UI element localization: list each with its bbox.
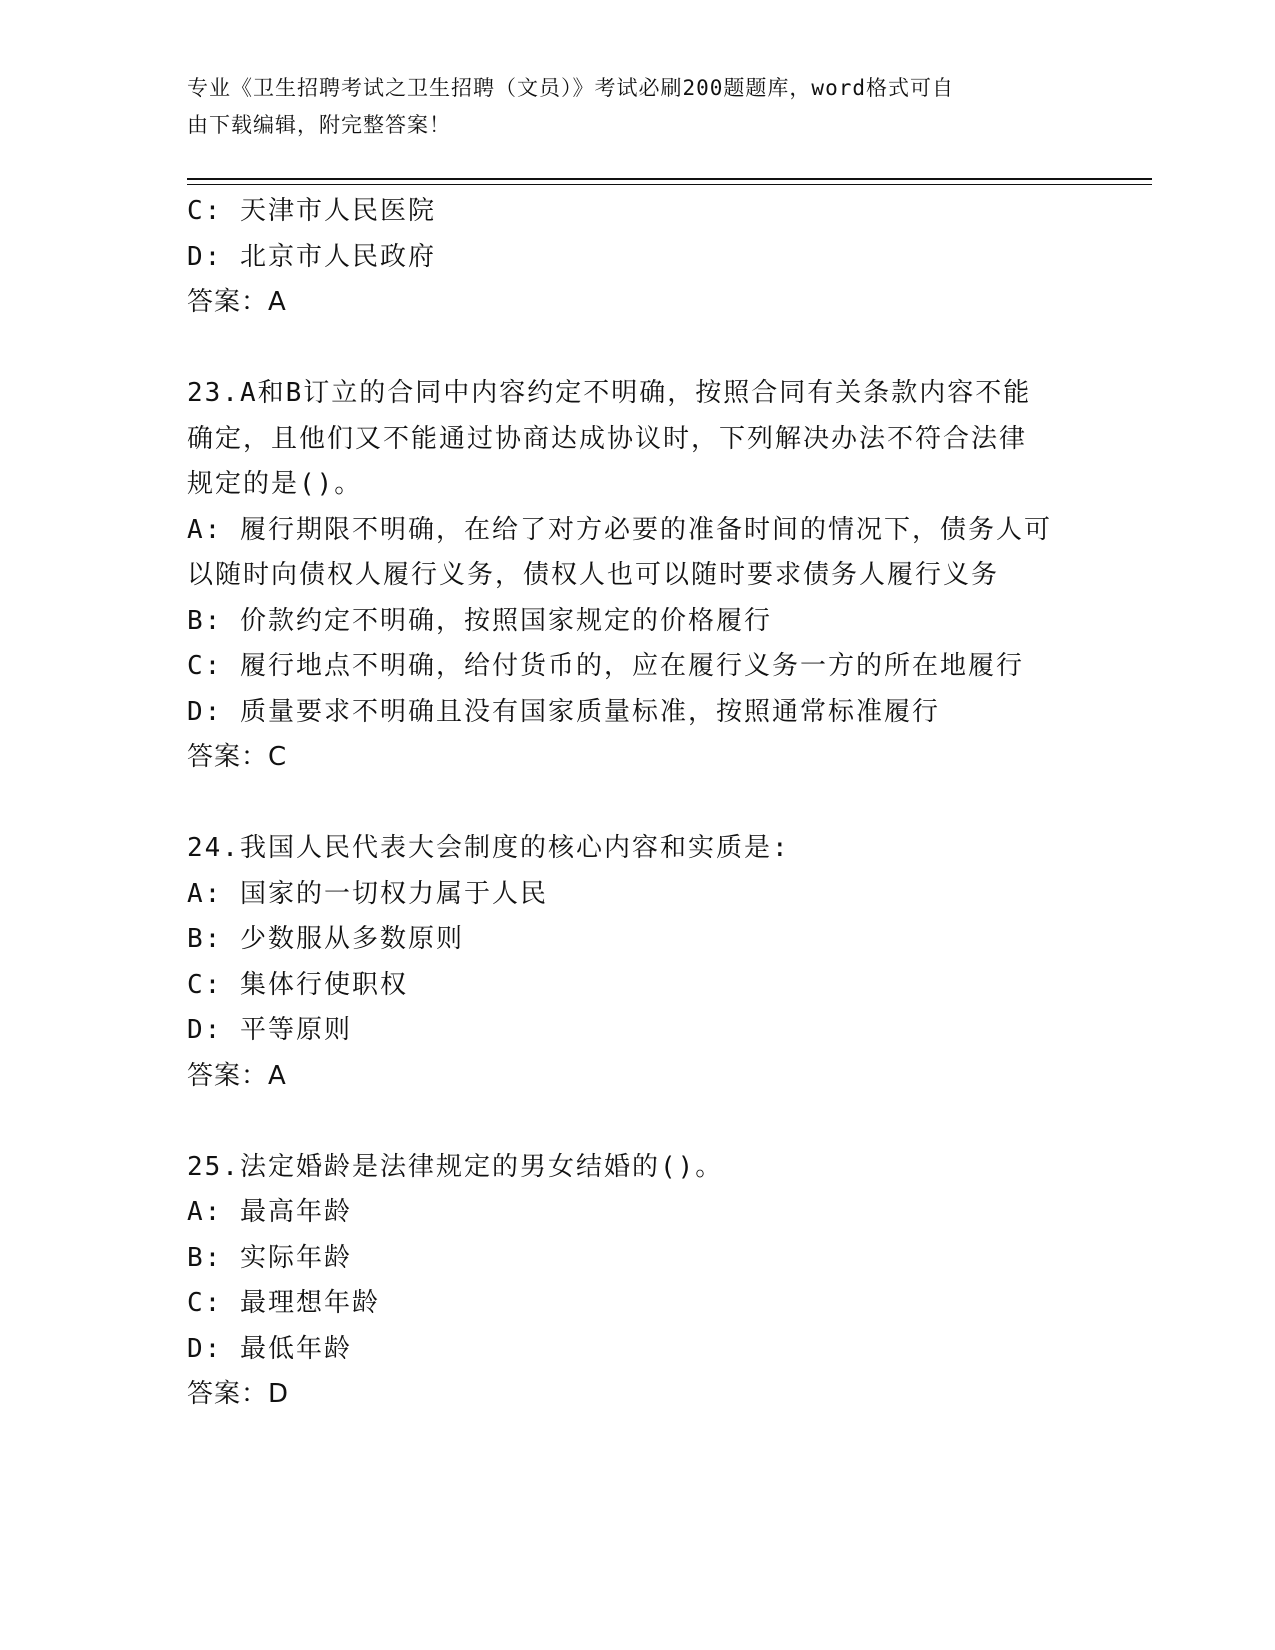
option-b: B: 实际年龄 xyxy=(187,1242,352,1273)
answer-line: 答案：C xyxy=(187,742,288,772)
option-c: C: 最理想年龄 xyxy=(187,1288,380,1318)
option-b: B: 少数服从多数原则 xyxy=(187,924,464,954)
question-stem: 规定的是()。 xyxy=(187,469,363,499)
header-divider-thin xyxy=(187,184,1152,185)
previous-question-tail xyxy=(187,189,1087,326)
question-stem: 24.我国人民代表大会制度的核心内容和实质是: xyxy=(187,833,790,863)
option-d: D: 平等原则 xyxy=(187,1015,352,1045)
answer-line: 答案：D xyxy=(187,1379,290,1409)
answer-line: 答案：A xyxy=(187,287,287,317)
document-header xyxy=(187,70,1067,144)
document-body xyxy=(187,189,1087,1418)
option-d: D: 北京市人民政府 xyxy=(187,241,436,272)
question-24 xyxy=(187,826,1087,1099)
option-d: D: 质量要求不明确且没有国家质量标准，按照通常标准履行 xyxy=(187,696,940,727)
option-a: A: 最高年龄 xyxy=(187,1197,352,1227)
header-line-2: 由下载编辑，附完整答案！ xyxy=(187,113,451,137)
option-c: C: 集体行使职权 xyxy=(187,969,408,1000)
header-divider xyxy=(187,178,1152,180)
option-a-continued: 以随时向债权人履行义务，债权人也可以随时要求债务人履行义务 xyxy=(187,560,1000,590)
question-25 xyxy=(187,1145,1087,1418)
question-stem: 23.A和B订立的合同中内容约定不明确，按照合同有关条款内容不能 xyxy=(187,378,1032,408)
option-d: D: 最低年龄 xyxy=(187,1333,352,1364)
answer-line: 答案：A xyxy=(187,1060,287,1091)
option-a: A: 国家的一切权力属于人民 xyxy=(187,878,548,909)
question-stem: 确定，且他们又不能通过协商达成协议时，下列解决办法不符合法律 xyxy=(187,423,1028,454)
option-a: A: 履行期限不明确，在给了对方必要的准备时间的情况下，债务人可 xyxy=(187,514,1052,545)
header-line-1: 专业《卫生招聘考试之卫生招聘（文员）》考试必刷200题题库，word格式可自 xyxy=(187,76,954,100)
question-stem: 25.法定婚龄是法律规定的男女结婚的()。 xyxy=(187,1151,724,1182)
option-b: B: 价款约定不明确，按照国家规定的价格履行 xyxy=(187,605,772,636)
option-c: C: 履行地点不明确，给付货币的，应在履行义务一方的所在地履行 xyxy=(187,651,1024,681)
question-23 xyxy=(187,371,1087,781)
option-c: C: 天津市人民医院 xyxy=(187,196,436,226)
